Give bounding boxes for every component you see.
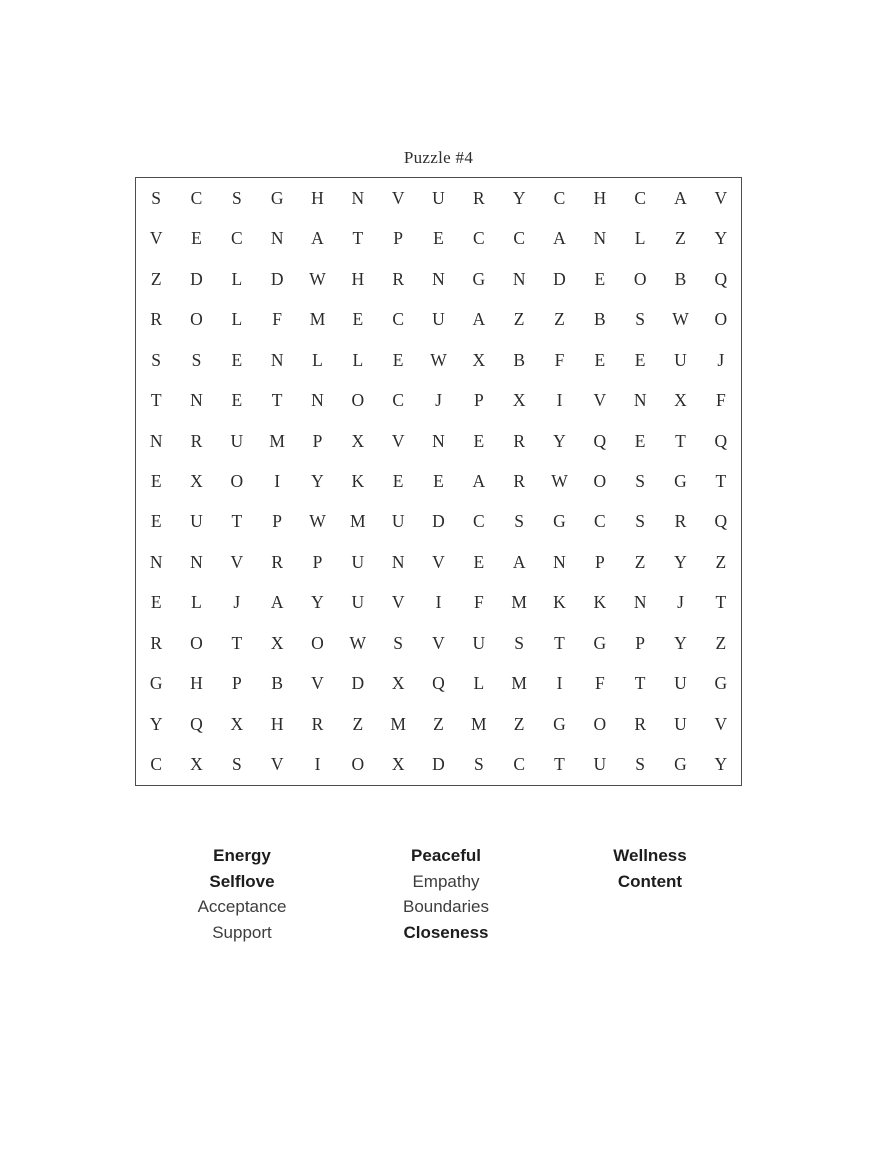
grid-cell: Z xyxy=(715,632,727,653)
grid-cell: T xyxy=(231,632,243,653)
grid-cell: U xyxy=(432,309,445,330)
grid-cell: V xyxy=(391,187,405,208)
grid-cell: N xyxy=(149,551,163,572)
grid-cell: L xyxy=(312,349,323,370)
grid-cell: A xyxy=(472,309,486,330)
grid-cell: D xyxy=(351,673,365,694)
word-list-item: Closeness xyxy=(403,923,489,943)
grid-cell: E xyxy=(150,470,162,491)
grid-cell: C xyxy=(392,309,404,330)
grid-cell: X xyxy=(391,673,405,694)
grid-cell: R xyxy=(150,632,162,653)
grid-cell: O xyxy=(351,754,365,775)
grid-cell: X xyxy=(391,754,405,775)
grid-cell: O xyxy=(311,632,324,653)
grid-cell: A xyxy=(270,592,284,613)
grid-cell: M xyxy=(350,511,366,532)
grid-cell: E xyxy=(433,470,444,491)
word-list xyxy=(140,843,752,946)
grid-cell: R xyxy=(513,430,525,451)
grid-cell: Y xyxy=(674,632,687,653)
grid-cell: N xyxy=(512,268,526,289)
grid-cell: F xyxy=(272,309,283,330)
grid-cell: S xyxy=(151,349,162,370)
grid-cell: I xyxy=(556,673,563,694)
grid-cell: G xyxy=(593,632,607,653)
grid-cell: A xyxy=(674,187,687,208)
grid-cell: S xyxy=(635,511,646,532)
grid-cell: Z xyxy=(554,309,565,330)
grid-cell: J xyxy=(233,592,241,613)
grid-cell: Y xyxy=(674,551,687,572)
grid-cell: N xyxy=(633,390,647,411)
grid-cell: X xyxy=(230,713,244,734)
grid-cell: E xyxy=(594,268,606,289)
grid-cell: W xyxy=(309,268,326,289)
grid-cell: P xyxy=(272,511,283,532)
grid-cell: E xyxy=(231,349,243,370)
word-list-item: Wellness xyxy=(613,846,687,865)
grid-cell: K xyxy=(593,592,607,613)
grid-cell: C xyxy=(513,228,525,249)
grid-cell: X xyxy=(674,390,687,411)
word-list-item: Energy xyxy=(213,846,271,865)
word-search-grid-box xyxy=(135,177,742,786)
grid-cell: I xyxy=(556,390,563,411)
grid-cell: M xyxy=(511,673,527,694)
grid-cell: G xyxy=(674,754,687,775)
grid-cell: O xyxy=(351,390,365,411)
grid-cell: Q xyxy=(714,268,728,289)
grid-cell: K xyxy=(351,470,365,491)
grid-cell: T xyxy=(352,228,364,249)
grid-cell: M xyxy=(390,713,406,734)
grid-cell: Q xyxy=(593,430,607,451)
grid-cell: V xyxy=(311,673,324,694)
grid-cell: V xyxy=(391,430,405,451)
grid-cell: C xyxy=(150,754,162,775)
grid-cell: N xyxy=(270,228,284,249)
grid-cell: F xyxy=(554,349,565,370)
grid-cell: C xyxy=(392,390,404,411)
grid-cell: L xyxy=(231,309,243,330)
grid-cell: I xyxy=(314,754,321,775)
grid-cell: H xyxy=(270,713,284,734)
grid-cell: A xyxy=(553,228,566,249)
grid-cell: B xyxy=(513,349,525,370)
grid-cell: G xyxy=(714,673,728,694)
grid-cell: V xyxy=(714,187,728,208)
grid-cell: E xyxy=(392,349,404,370)
grid-cell: P xyxy=(594,551,605,572)
grid-cell: E xyxy=(191,228,202,249)
grid-cell: Y xyxy=(553,430,566,451)
grid-cell: Z xyxy=(150,268,162,289)
grid-cell: U xyxy=(674,673,687,694)
grid-cell: C xyxy=(472,228,485,249)
grid-cell: D xyxy=(553,268,566,289)
grid-cell: V xyxy=(391,592,405,613)
grid-cell: W xyxy=(430,349,447,370)
grid-cell: S xyxy=(514,632,525,653)
grid-cell: V xyxy=(270,754,284,775)
grid-cell: O xyxy=(230,470,244,491)
grid-cell: Y xyxy=(311,592,324,613)
grid-cell: J xyxy=(717,349,725,370)
grid-cell: X xyxy=(472,349,486,370)
grid-cell: Z xyxy=(634,551,646,572)
grid-cell: Y xyxy=(149,713,163,734)
grid-cell: G xyxy=(553,511,566,532)
grid-cell: N xyxy=(190,390,203,411)
grid-cell: T xyxy=(715,470,727,491)
grid-cell: S xyxy=(191,349,202,370)
grid-cell: R xyxy=(674,511,687,532)
grid-cell: S xyxy=(151,187,162,208)
grid-cell: U xyxy=(190,511,203,532)
grid-cell: Q xyxy=(714,511,728,532)
grid-cell: X xyxy=(270,632,284,653)
grid-cell: R xyxy=(311,713,324,734)
word-search-letter-grid xyxy=(136,178,741,785)
grid-cell: E xyxy=(473,551,485,572)
grid-cell: D xyxy=(270,268,284,289)
grid-cell: H xyxy=(190,673,203,694)
grid-cell: N xyxy=(270,349,284,370)
grid-cell: Z xyxy=(352,713,364,734)
grid-cell: O xyxy=(190,632,203,653)
grid-cell: E xyxy=(594,349,606,370)
grid-cell: Q xyxy=(714,430,728,451)
grid-cell: N xyxy=(593,228,607,249)
grid-cell: E xyxy=(634,349,646,370)
grid-cell: X xyxy=(351,430,365,451)
grid-cell: U xyxy=(230,430,244,451)
grid-cell: G xyxy=(553,713,566,734)
word-list-item: Boundaries xyxy=(402,897,489,917)
grid-cell: Z xyxy=(513,713,525,734)
grid-cell: F xyxy=(473,592,484,613)
grid-cell: T xyxy=(675,430,686,451)
grid-cell: L xyxy=(231,268,243,289)
word-list-item: Acceptance xyxy=(197,897,287,917)
grid-cell: N xyxy=(432,268,445,289)
grid-cell: C xyxy=(513,754,525,775)
grid-cell: X xyxy=(512,390,526,411)
word-list-item: Empathy xyxy=(412,871,480,891)
grid-cell: Z xyxy=(675,228,686,249)
word-list-column xyxy=(548,843,752,946)
grid-cell: H xyxy=(351,268,365,289)
grid-cell: N xyxy=(633,592,647,613)
grid-cell: E xyxy=(634,430,646,451)
grid-cell: G xyxy=(270,187,284,208)
grid-cell: R xyxy=(392,268,404,289)
grid-cell: R xyxy=(150,309,162,330)
grid-cell: B xyxy=(593,309,606,330)
grid-cell: S xyxy=(514,511,525,532)
grid-cell: B xyxy=(674,268,687,289)
grid-cell: Z xyxy=(433,713,444,734)
grid-cell: S xyxy=(635,754,646,775)
word-list-item: Content xyxy=(617,871,683,891)
grid-cell: V xyxy=(432,632,445,653)
grid-cell: E xyxy=(473,430,485,451)
grid-cell: V xyxy=(432,551,445,572)
grid-cell: F xyxy=(715,390,726,411)
grid-cell: Y xyxy=(714,754,728,775)
grid-cell: D xyxy=(432,754,445,775)
grid-cell: G xyxy=(149,673,163,694)
grid-cell: R xyxy=(634,713,646,734)
grid-cell: V xyxy=(593,390,607,411)
grid-cell: C xyxy=(472,511,485,532)
grid-cell: T xyxy=(554,754,565,775)
grid-cell: C xyxy=(553,187,566,208)
grid-cell: T xyxy=(150,390,162,411)
grid-cell: J xyxy=(435,390,442,411)
word-list-item: Selflove xyxy=(209,871,275,891)
grid-cell: O xyxy=(633,268,647,289)
grid-cell: S xyxy=(231,187,242,208)
grid-cell: U xyxy=(351,551,365,572)
grid-cell: E xyxy=(150,511,162,532)
grid-cell: U xyxy=(472,632,486,653)
grid-cell: P xyxy=(231,673,242,694)
grid-cell: R xyxy=(472,187,485,208)
grid-cell: I xyxy=(435,592,442,613)
grid-cell: V xyxy=(230,551,244,572)
grid-cell: O xyxy=(190,309,203,330)
grid-cell: A xyxy=(311,228,324,249)
grid-cell: N xyxy=(190,551,203,572)
grid-cell: X xyxy=(190,754,203,775)
grid-cell: X xyxy=(190,470,203,491)
grid-cell: Y xyxy=(512,187,526,208)
grid-cell: R xyxy=(513,470,525,491)
grid-cell: U xyxy=(593,754,607,775)
grid-cell: S xyxy=(393,632,404,653)
grid-cell: U xyxy=(674,349,687,370)
grid-cell: L xyxy=(473,673,485,694)
grid-cell: B xyxy=(271,673,283,694)
grid-cell: P xyxy=(393,228,404,249)
grid-cell: S xyxy=(635,470,646,491)
grid-cell: P xyxy=(473,390,484,411)
grid-cell: S xyxy=(473,754,484,775)
grid-cell: V xyxy=(149,228,163,249)
grid-cell: U xyxy=(351,592,365,613)
grid-cell: C xyxy=(593,511,606,532)
grid-cell: Z xyxy=(513,309,525,330)
grid-cell: O xyxy=(714,309,728,330)
grid-cell: W xyxy=(349,632,367,653)
grid-cell: E xyxy=(352,309,364,330)
grid-cell: I xyxy=(274,470,281,491)
grid-cell: S xyxy=(635,309,646,330)
word-list-item: Support xyxy=(212,923,272,943)
grid-cell: R xyxy=(190,430,203,451)
grid-cell: L xyxy=(634,228,646,249)
grid-cell: T xyxy=(554,632,565,653)
grid-cell: P xyxy=(635,632,646,653)
grid-cell: M xyxy=(269,430,285,451)
word-list-column xyxy=(344,843,548,946)
grid-cell: R xyxy=(271,551,283,572)
grid-cell: Q xyxy=(432,673,445,694)
grid-cell: D xyxy=(432,511,445,532)
grid-cell: S xyxy=(231,754,242,775)
grid-cell: T xyxy=(231,511,243,532)
word-list-column xyxy=(140,843,344,946)
grid-cell: Z xyxy=(715,551,727,572)
grid-cell: E xyxy=(231,390,243,411)
grid-cell: U xyxy=(674,713,687,734)
grid-cell: W xyxy=(309,511,326,532)
grid-cell: Y xyxy=(311,470,324,491)
grid-cell: G xyxy=(472,268,486,289)
grid-cell: E xyxy=(433,228,444,249)
grid-cell: C xyxy=(190,187,203,208)
grid-cell: A xyxy=(472,470,486,491)
grid-cell: T xyxy=(715,592,727,613)
grid-cell: E xyxy=(150,592,162,613)
grid-cell: N xyxy=(391,551,405,572)
grid-cell: L xyxy=(352,349,364,370)
grid-cell: O xyxy=(593,713,607,734)
grid-cell: V xyxy=(714,713,728,734)
grid-cell: P xyxy=(312,551,323,572)
grid-cell: O xyxy=(593,470,607,491)
grid-cell: M xyxy=(309,309,326,330)
grid-cell: G xyxy=(674,470,687,491)
grid-cell: T xyxy=(271,390,283,411)
grid-cell: H xyxy=(311,187,324,208)
grid-cell: C xyxy=(230,228,243,249)
grid-cell: D xyxy=(190,268,203,289)
grid-cell: W xyxy=(551,470,568,491)
grid-cell: M xyxy=(511,592,527,613)
grid-cell: U xyxy=(432,187,445,208)
grid-cell: E xyxy=(392,470,404,491)
grid-cell: K xyxy=(553,592,566,613)
word-list-item: Peaceful xyxy=(411,846,481,865)
grid-cell: N xyxy=(351,187,365,208)
grid-cell: M xyxy=(471,713,487,734)
grid-cell: N xyxy=(432,430,445,451)
grid-cell: C xyxy=(634,187,646,208)
grid-cell: U xyxy=(391,511,405,532)
grid-cell: N xyxy=(553,551,566,572)
grid-cell: W xyxy=(672,309,689,330)
grid-cell: J xyxy=(677,592,684,613)
grid-cell: F xyxy=(594,673,605,694)
grid-cell: A xyxy=(512,551,526,572)
grid-cell: N xyxy=(149,430,163,451)
grid-cell: T xyxy=(634,673,646,694)
grid-cell: Q xyxy=(190,713,203,734)
grid-cell: H xyxy=(593,187,607,208)
grid-cell: P xyxy=(312,430,323,451)
grid-cell: Y xyxy=(714,228,728,249)
grid-cell: L xyxy=(191,592,202,613)
grid-cell: N xyxy=(311,390,324,411)
puzzle-title: Puzzle #4 xyxy=(403,148,474,167)
